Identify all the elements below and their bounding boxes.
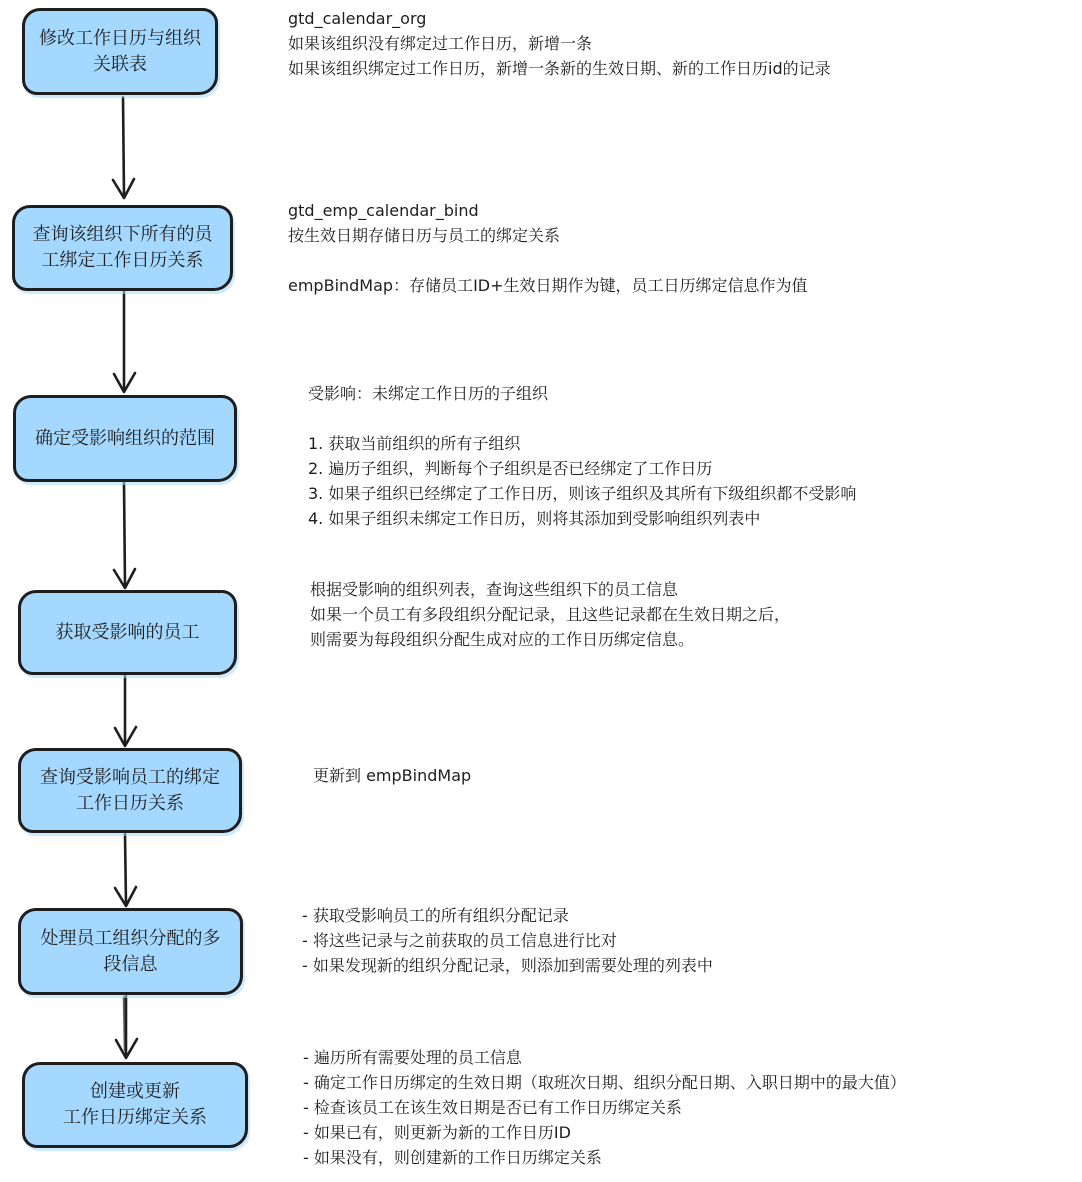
note-line xyxy=(308,406,856,431)
flow-step-label-line: 获取受影响的员工 xyxy=(55,621,200,643)
flow-step-label-line: 工绑定工作日历关系 xyxy=(41,250,204,271)
note-line: gtd_emp_calendar_bind xyxy=(288,201,479,220)
note-line: 2. 遍历子组织，判断每个子组织是否已经绑定了工作日历 xyxy=(308,459,713,478)
flow-step-label-line: 工作日历关系 xyxy=(76,792,184,814)
note-create-update-steps xyxy=(303,1045,906,1170)
flow-arrow-6 xyxy=(116,996,137,1058)
note-line: - 如果已有，则更新为新的工作日历ID xyxy=(303,1123,571,1142)
note-line: 如果该组织绑定过工作日历，新增一条新的生效日期、新的工作日历id的记录 xyxy=(288,59,831,78)
note-affected-orgs-rules xyxy=(308,381,856,531)
flow-step-label-line: 创建或更新 xyxy=(90,1081,180,1102)
flow-step-query-affected-emp-bindings xyxy=(18,748,242,833)
note-line: 则需要为每段组织分配生成对应的工作日历绑定信息。 xyxy=(310,630,695,649)
note-line: 1. 获取当前组织的所有子组织 xyxy=(308,434,521,453)
flow-step-query-emp-bindings xyxy=(12,205,233,291)
flow-step-label-line: 修改工作日历与组织 xyxy=(39,27,201,49)
note-line: 更新到 empBindMap xyxy=(313,766,472,785)
flow-step-determine-affected-orgs xyxy=(13,395,237,482)
note-line: - 遍历所有需要处理的员工信息 xyxy=(303,1048,522,1067)
note-line: - 如果发现新的组织分配记录，则添加到需要处理的列表中 xyxy=(302,956,713,975)
flow-step-get-affected-employees xyxy=(18,590,237,675)
note-line: 受影响：未绑定工作日历的子组织 xyxy=(308,384,549,403)
note-affected-employees xyxy=(310,577,790,652)
flow-arrow-5 xyxy=(115,834,136,906)
note-line: - 确定工作日历绑定的生效日期（取班次日期、组织分配日期、入职日期中的最大值） xyxy=(303,1073,906,1092)
note-line: 按生效日期存储日历与员工的绑定关系 xyxy=(288,226,561,245)
note-gtd-emp-calendar-bind xyxy=(288,198,808,298)
note-line: - 检查该员工在该生效日期是否已有工作日历绑定关系 xyxy=(303,1098,682,1117)
flow-arrow-1 xyxy=(113,97,134,198)
flow-arrow-2 xyxy=(114,292,135,392)
note-line: 如果一个员工有多段组织分配记录，且这些记录都在生效日期之后， xyxy=(310,605,791,624)
note-update-empbindmap xyxy=(313,763,471,788)
note-line: - 如果没有，则创建新的工作日历绑定关系 xyxy=(303,1148,602,1167)
note-line xyxy=(288,248,808,273)
note-line: gtd_calendar_org xyxy=(288,9,427,28)
flow-step-label-line: 确定受影响组织的范围 xyxy=(35,427,215,449)
flow-step-handle-multi-segment xyxy=(18,908,243,995)
flow-step-label-line: 处理员工组织分配的多 xyxy=(40,927,221,949)
flow-step-label-line: 查询该组织下所有的员 xyxy=(32,224,213,245)
note-line: 如果该组织没有绑定过工作日历，新增一条 xyxy=(288,34,593,53)
note-line: empBindMap：存储员工ID+生效日期作为键，员工日历绑定信息作为值 xyxy=(288,276,808,295)
flow-step-label-line: 段信息 xyxy=(103,953,158,975)
note-gtd-calendar-org xyxy=(288,6,831,81)
flow-step-modify-org-calendar xyxy=(22,8,218,95)
note-line: 根据受影响的组织列表，查询这些组织下的员工信息 xyxy=(310,580,679,599)
flow-step-create-update-binding xyxy=(22,1062,248,1148)
note-line: 3. 如果子组织已经绑定了工作日历，则该子组织及其所有下级组织都不受影响 xyxy=(308,484,857,503)
flow-step-label-line: 关联表 xyxy=(93,53,147,75)
flow-step-label-line: 工作日历绑定关系 xyxy=(63,1107,207,1128)
note-line: - 获取受影响员工的所有组织分配记录 xyxy=(302,906,569,925)
note-line: - 将这些记录与之前获取的员工信息进行比对 xyxy=(302,931,617,950)
flow-arrow-4 xyxy=(115,676,136,746)
flow-arrow-3 xyxy=(114,483,135,588)
note-line: 4. 如果子组织未绑定工作日历，则将其添加到受影响组织列表中 xyxy=(308,509,761,528)
flow-step-label-line: 查询受影响员工的绑定 xyxy=(40,766,220,788)
note-multi-segment-steps xyxy=(302,903,713,978)
